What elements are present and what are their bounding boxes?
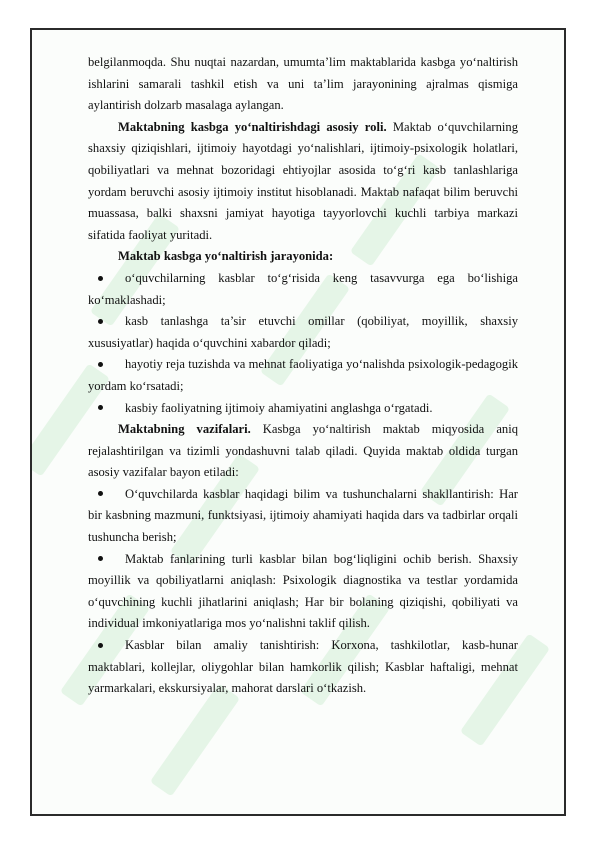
document-body — [88, 52, 518, 700]
bullet-icon — [98, 362, 103, 367]
bullet-icon — [98, 276, 103, 281]
task-list-item: Kasblar bilan amaliy tanishtirish: Korxona, tashkilotlar, kasb-hunar maktablari, kollejlar, oliygohlar bilan hamkorlik qilish; Kasblar haftaligi, mehnat yarmarkalari, ekskursiyalar, mahorat darslari o‘tkazish. — [88, 638, 518, 696]
tasks-paragraph — [88, 419, 518, 484]
process-list-item: kasb tanlashga ta’sir etuvchi omillar (qobiliyat, moyillik, shaxsiy xususiyatlar) haqida o‘quvchini xabardor qiladi; — [88, 314, 518, 350]
tasks-body: Kasbga yo‘naltirish maktab miqyosida aniq rejalashtirilgan va tizimli yondashuvni talab qiladi. Quyida maktab oldida turgan asosiy vazifalar bayon etiladi: — [88, 422, 518, 480]
role-body: Maktab o‘quvchilarning shaxsiy qiziqishlari, ijtimoiy hayotdagi yo‘nalishlari, ijtimoiy-psixologik holatlari, qobiliyatlari va mehnat bozoridagi ehtiyojlar asosida to‘g‘ri kasb tanlashlariga yordam beruvchi asosiy ijtimoiy institut hisoblanadi. Maktab nafaqat bilim beruvchi muassasa, balki shaxsni jamiyat hayotiga tayyorlovchi kuchli tarbiya markazi sifatida faoliyat yuritadi. — [88, 119, 518, 242]
process-list-item: hayotiy reja tuzishda va mehnat faoliyatiga yo‘nalishda psixologik-pedagogik yordam ko‘rsatadi; — [88, 357, 518, 393]
role-heading: Maktabning kasbga yo‘naltirishdagi asosiy roli. — [118, 119, 387, 134]
process-list-item: o‘quvchilarning kasblar to‘g‘risida keng tasavvurga ega bo‘lishiga ko‘maklashadi; — [88, 270, 518, 307]
tasks-heading: Maktabning vazifalari. — [118, 422, 251, 437]
task-list-item: O‘quvchilarda kasblar haqidagi bilim va tushunchalarni shakllantirish: Har bir kasbning mazmuni, funktsiyasi, ijtimoiy ahamiyati haqida dars va tadbirlar orqali tushuncha berish; — [88, 486, 518, 545]
process-heading: Maktab kasbga yo‘naltirish jarayonida: — [118, 249, 334, 264]
bullet-icon — [98, 491, 103, 496]
bullet-icon — [98, 643, 103, 648]
intro-paragraph: belgilanmoqda. Shu nuqtai nazardan, umumta’lim maktablarida kasbga yo‘naltirish ishlarini samarali tashkil etish va uni ta’lim jarayonining ajralmas qismiga aylantirish dolzarb masalaga aylangan. — [88, 55, 518, 113]
page-border-frame — [30, 28, 566, 816]
bullet-icon — [98, 405, 103, 410]
bullet-icon — [98, 556, 103, 561]
bullet-icon — [98, 319, 103, 324]
task-list-item: Maktab fanlarining turli kasblar bilan bog‘liqligini ochib berish. Shaxsiy moyillik va qobiliyatlarni aniqlash: Psixologik diagnostika va testlar yordamida o‘quvchining kuchli jihatlarini aniqlash; Har bir bolaning qiziqishi, qobiliyati va individual imkoniyatlariga mos yo‘nalishni taklif qilish. — [88, 551, 518, 631]
role-paragraph — [88, 117, 518, 247]
process-list-item: kasbiy faoliyatning ijtimoiy ahamiyatini anglashga o‘rgatadi. — [88, 398, 518, 420]
